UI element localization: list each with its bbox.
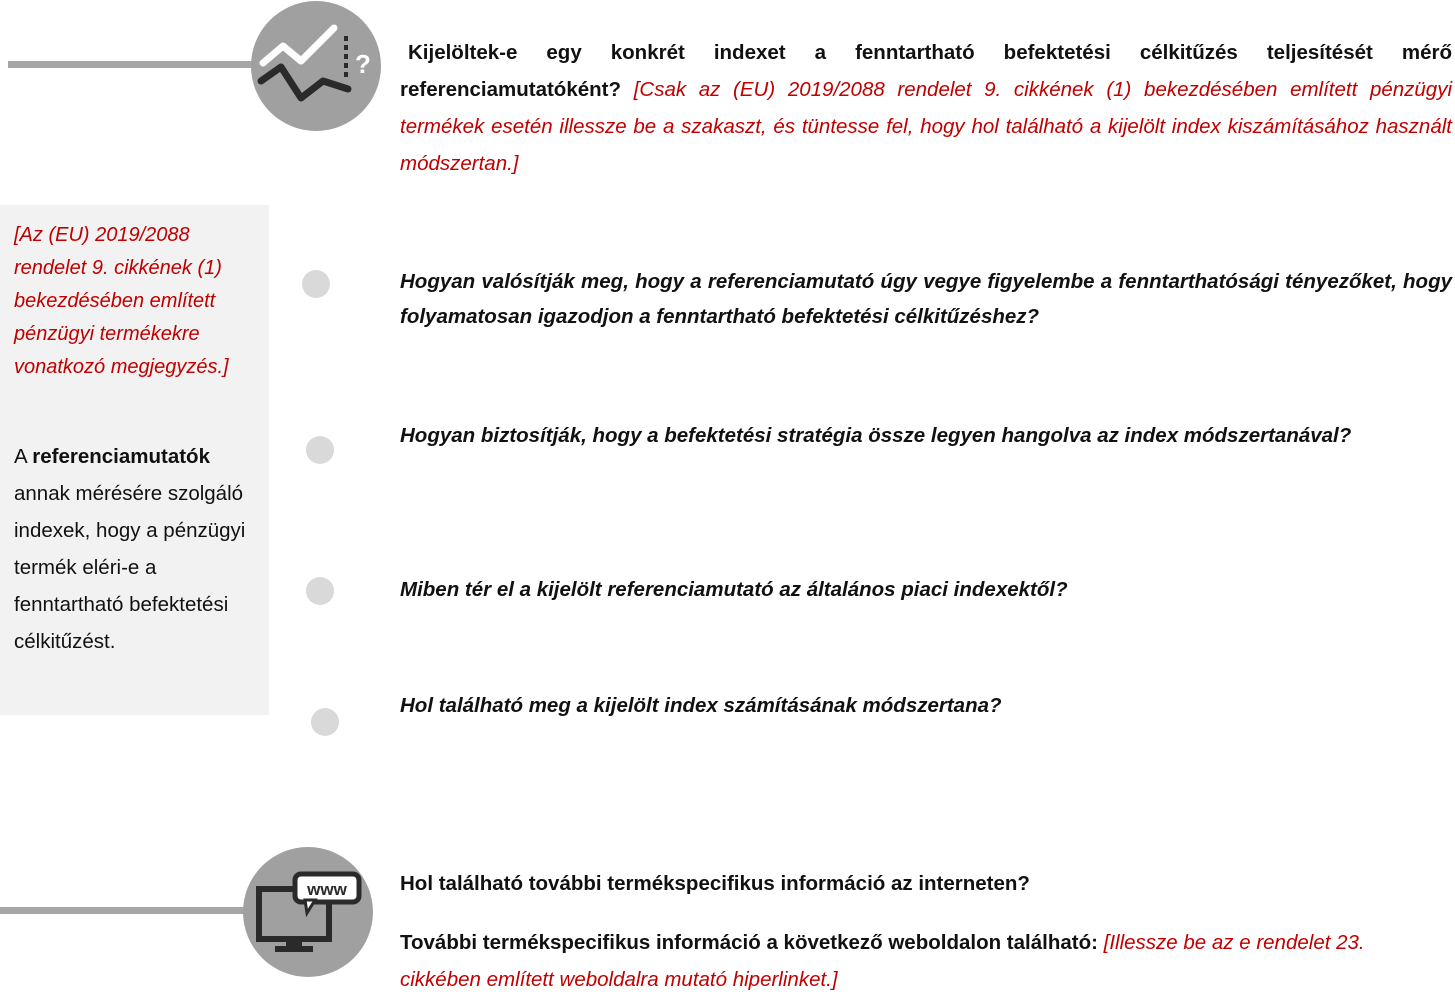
web-info-text bbox=[400, 924, 1430, 998]
sidebar-note bbox=[0, 205, 269, 715]
question-2: Hogyan biztosítják, hogy a befektetési stratégia össze legyen hangolva az index módszertanával? bbox=[400, 424, 1352, 447]
bullet-icon bbox=[306, 436, 334, 464]
bullet-icon bbox=[302, 270, 330, 298]
web-info-label: További termékspecifikus információ a következő weboldalon található: bbox=[400, 931, 1098, 954]
definition-term: referenciamutatók bbox=[32, 445, 210, 468]
benchmark-question bbox=[400, 34, 1452, 182]
chart-question-icon bbox=[251, 1, 381, 131]
bullet-icon bbox=[311, 708, 339, 736]
definition-text: annak mérésére szolgáló indexek, hogy a pénzügyi termék eléri-e a fenntartható befektetési célkitűzést. bbox=[14, 482, 246, 653]
instruction-text: [Csak az (EU) 2019/2088 rendelet 9. cikkének (1) bekezdésében említett pénzügyi termékek esetén illessze be a szakaszt, és tüntesse fel, hogy hol található a kijelölt index kiszámításához használt módszertan.] bbox=[400, 78, 1453, 175]
question-text: Kijelöltek-e egy konkrét indexet a fenntartható befektetési célkitűzés teljesítését mérő referenciamutatóként? bbox=[400, 41, 1452, 101]
definition-prefix: A bbox=[14, 445, 33, 468]
svg-text:?: ? bbox=[355, 49, 371, 79]
connector-line bbox=[8, 61, 258, 68]
bullet-icon bbox=[306, 577, 334, 605]
hyperlink-instruction: [Illessze be az e rendelet 23. cikkében említett weboldalra mutató hiperlinket.] bbox=[400, 931, 1365, 991]
connector-line bbox=[0, 907, 250, 914]
www-label: www bbox=[307, 880, 347, 899]
web-info-heading: Hol található további termékspecifikus információ az interneten? bbox=[400, 872, 1030, 895]
question-4: Hol található meg a kijelölt index számításának módszertana? bbox=[400, 694, 1002, 717]
www-monitor-icon bbox=[243, 847, 373, 977]
sidebar-definition bbox=[14, 438, 266, 660]
question-1: Hogyan valósítják meg, hogy a referenciamutató úgy vegye figyelembe a fenntarthatósági tényezőket, hogy folyamatosan igazodjon a fenntartható befektetési célkitűzéshez? bbox=[400, 270, 1452, 328]
sidebar-note-text: [Az (EU) 2019/2088 rendelet 9. cikkének (1) bekezdésében említett pénzügyi termékekre vonatkozó megjegyzés.] bbox=[14, 224, 229, 378]
question-3: Miben tér el a kijelölt referenciamutató az általános piaci indexektől? bbox=[400, 578, 1068, 601]
